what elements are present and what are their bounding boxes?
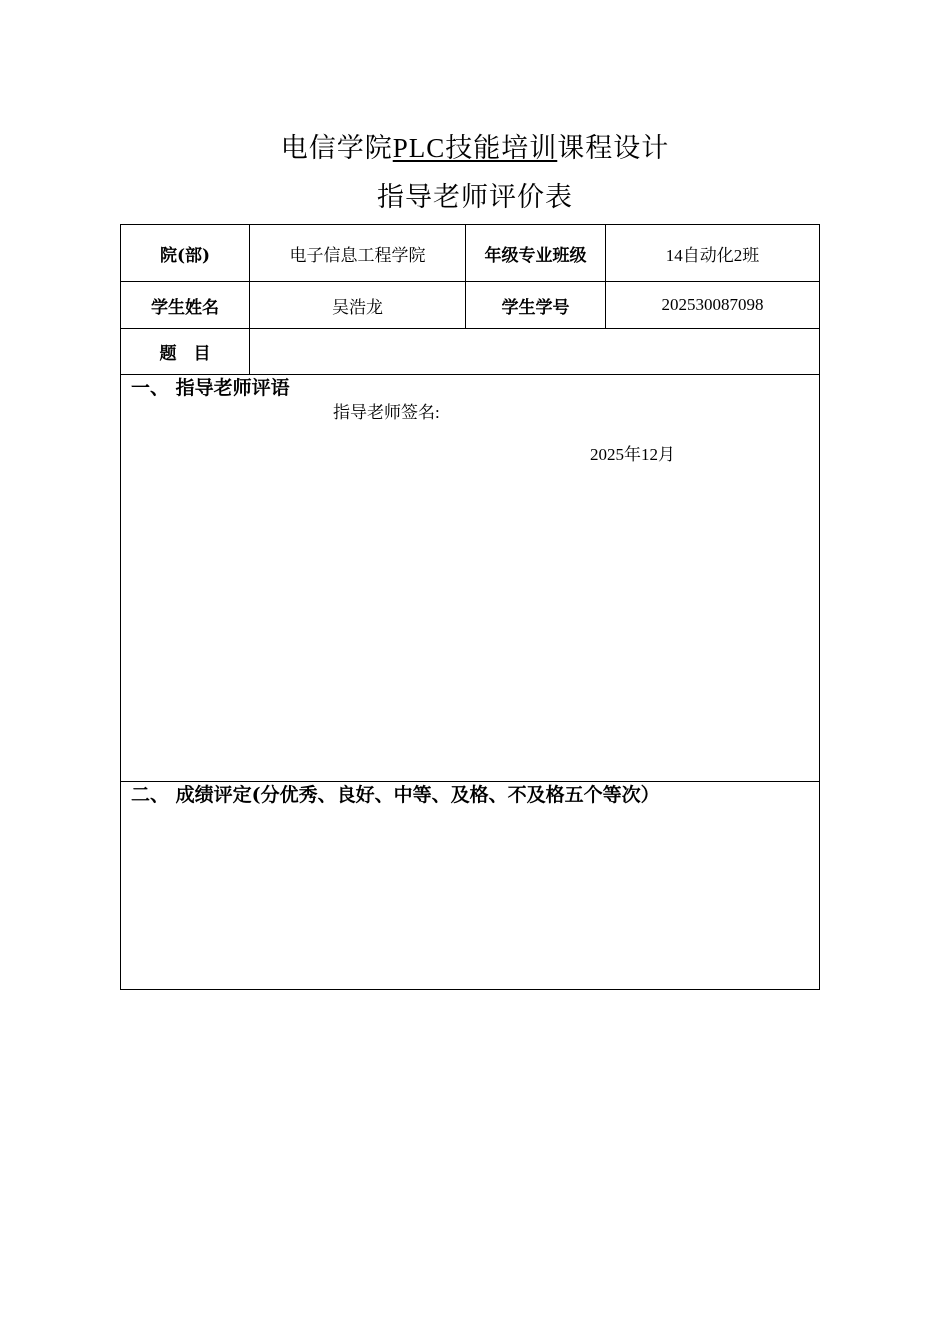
department-label: 院(部) [121, 225, 250, 282]
student-name-label: 学生姓名 [121, 282, 250, 329]
title-prefix: 电信学院 [280, 133, 393, 163]
topic-label: 题 目 [121, 329, 250, 375]
table-row-topic [121, 329, 820, 375]
topic-value[interactable] [250, 329, 820, 375]
class-label: 年级专业班级 [466, 225, 606, 282]
grading-heading: 二、 成绩评定(分优秀、良好、中等、及格、不及格五个等次） [131, 784, 660, 806]
table-row-comments [121, 375, 820, 782]
table-row-grading [121, 782, 820, 990]
title-course-name: PLC技能培训 [392, 133, 558, 163]
page-title [0, 130, 950, 166]
class-value: 14自动化2班 [606, 225, 820, 282]
student-id-label: 学生学号 [466, 282, 606, 329]
title-suffix: 课程设计 [557, 133, 670, 163]
signature-date: 2025年12月 [590, 445, 675, 464]
department-value: 电子信息工程学院 [250, 225, 466, 282]
table-row-student [121, 282, 820, 329]
student-name-value: 吴浩龙 [250, 282, 466, 329]
grading-section[interactable] [121, 782, 820, 990]
student-id-value: 202530087098 [606, 282, 820, 329]
evaluation-table [120, 224, 820, 990]
comments-heading: 一、 指导老师评语 [131, 377, 290, 399]
table-row-department [121, 225, 820, 282]
comments-section[interactable] [121, 375, 820, 782]
signature-label: 指导老师签名: [333, 403, 440, 422]
page-subtitle: 指导老师评价表 [377, 182, 573, 213]
